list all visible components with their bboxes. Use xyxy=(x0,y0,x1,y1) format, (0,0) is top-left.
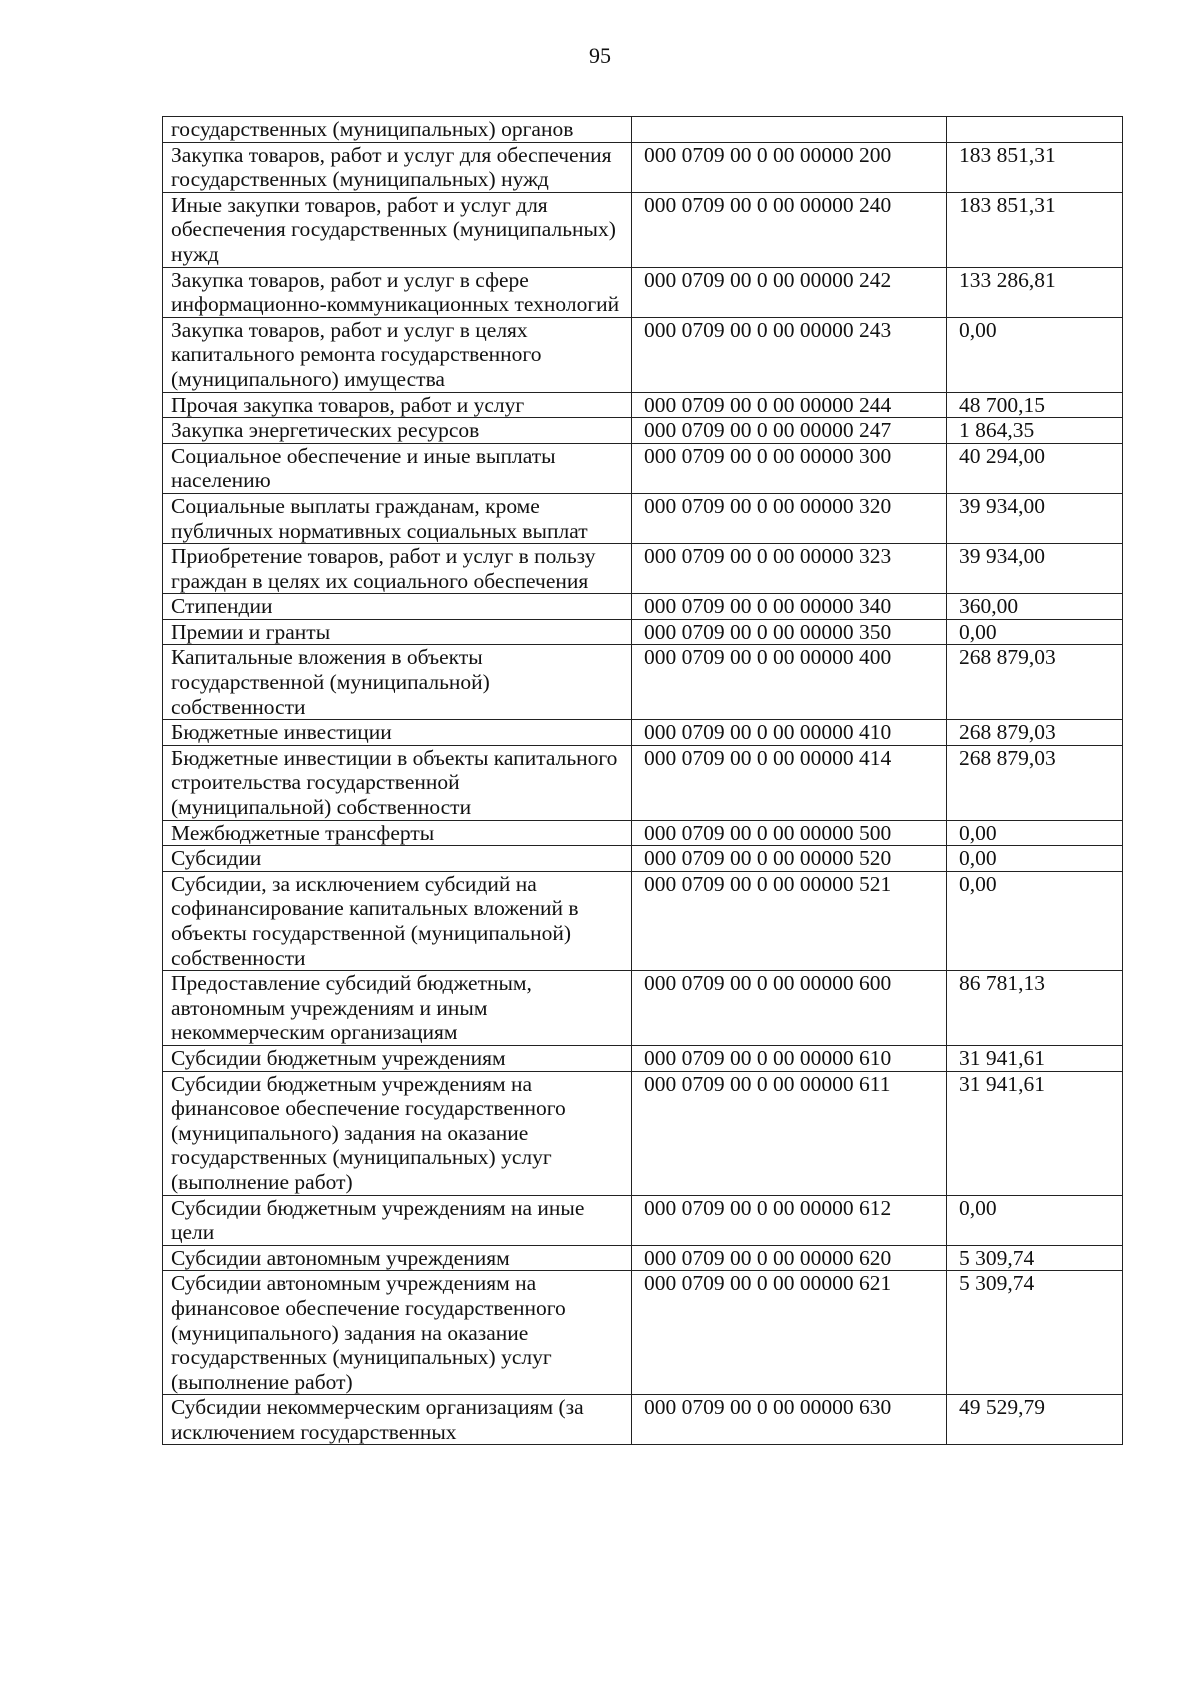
row-amount-cell: 133 286,81 xyxy=(947,267,1123,317)
row-code-cell: 000 0709 00 0 00 00000 242 xyxy=(632,267,947,317)
row-amount-cell: 268 879,03 xyxy=(947,745,1123,820)
row-code-cell: 000 0709 00 0 00 00000 521 xyxy=(632,871,947,970)
row-amount-cell: 183 851,31 xyxy=(947,192,1123,267)
table-row xyxy=(163,645,1123,720)
row-amount-cell: 0,00 xyxy=(947,619,1123,645)
row-name-cell: Приобретение товаров, работ и услуг в пользу граждан в целях их социального обеспечения xyxy=(163,544,632,594)
table-row xyxy=(163,871,1123,970)
row-amount-cell xyxy=(947,117,1123,143)
table-row xyxy=(163,1195,1123,1245)
row-code-cell: 000 0709 00 0 00 00000 400 xyxy=(632,645,947,720)
row-code-cell: 000 0709 00 0 00 00000 244 xyxy=(632,392,947,418)
row-name-cell: государственных (муниципальных) органов xyxy=(163,117,632,143)
row-code-cell: 000 0709 00 0 00 00000 350 xyxy=(632,619,947,645)
row-code-cell: 000 0709 00 0 00 00000 600 xyxy=(632,971,947,1046)
table-row xyxy=(163,317,1123,392)
row-code-cell: 000 0709 00 0 00 00000 500 xyxy=(632,820,947,846)
row-code-cell: 000 0709 00 0 00 00000 520 xyxy=(632,846,947,872)
row-code-cell: 000 0709 00 0 00 00000 200 xyxy=(632,142,947,192)
row-code-cell: 000 0709 00 0 00 00000 414 xyxy=(632,745,947,820)
table-row xyxy=(163,820,1123,846)
table-row xyxy=(163,1071,1123,1195)
table-row xyxy=(163,392,1123,418)
row-amount-cell: 39 934,00 xyxy=(947,544,1123,594)
row-name-cell: Субсидии бюджетным учреждениям на финансовое обеспечение государственного (муниципального) задания на оказание государственных (муниципальных) услуг (выполнение работ) xyxy=(163,1071,632,1195)
row-amount-cell: 268 879,03 xyxy=(947,720,1123,746)
row-amount-cell: 1 864,35 xyxy=(947,418,1123,444)
row-name-cell: Межбюджетные трансферты xyxy=(163,820,632,846)
table-row xyxy=(163,745,1123,820)
row-name-cell: Бюджетные инвестиции xyxy=(163,720,632,746)
row-name-cell: Прочая закупка товаров, работ и услуг xyxy=(163,392,632,418)
row-code-cell: 000 0709 00 0 00 00000 243 xyxy=(632,317,947,392)
row-name-cell: Закупка товаров, работ и услуг для обеспечения государственных (муниципальных) нужд xyxy=(163,142,632,192)
row-amount-cell: 86 781,13 xyxy=(947,971,1123,1046)
row-name-cell: Закупка энергетических ресурсов xyxy=(163,418,632,444)
table-row xyxy=(163,1245,1123,1271)
row-amount-cell: 31 941,61 xyxy=(947,1071,1123,1195)
budget-table-body xyxy=(163,117,1123,1445)
table-row xyxy=(163,418,1123,444)
row-name-cell: Субсидии автономным учреждениям на финансовое обеспечение государственного (муниципального) задания на оказание государственных (муниципальных) услуг (выполнение работ) xyxy=(163,1271,632,1395)
row-amount-cell: 5 309,74 xyxy=(947,1271,1123,1395)
row-amount-cell: 31 941,61 xyxy=(947,1045,1123,1071)
row-amount-cell: 0,00 xyxy=(947,871,1123,970)
row-name-cell: Предоставление субсидий бюджетным, автономным учреждениям и иным некоммерческим организациям xyxy=(163,971,632,1046)
row-amount-cell: 0,00 xyxy=(947,846,1123,872)
row-name-cell: Закупка товаров, работ и услуг в сфере информационно-коммуникационных технологий xyxy=(163,267,632,317)
row-name-cell: Стипендии xyxy=(163,594,632,620)
row-code-cell: 000 0709 00 0 00 00000 320 xyxy=(632,493,947,543)
row-name-cell: Премии и гранты xyxy=(163,619,632,645)
row-amount-cell: 48 700,15 xyxy=(947,392,1123,418)
row-name-cell: Бюджетные инвестиции в объекты капитального строительства государственной (муниципальной) собственности xyxy=(163,745,632,820)
row-code-cell: 000 0709 00 0 00 00000 340 xyxy=(632,594,947,620)
table-row xyxy=(163,544,1123,594)
row-name-cell: Иные закупки товаров, работ и услуг для обеспечения государственных (муниципальных) нужд xyxy=(163,192,632,267)
row-amount-cell: 183 851,31 xyxy=(947,142,1123,192)
table-row xyxy=(163,443,1123,493)
row-code-cell: 000 0709 00 0 00 00000 300 xyxy=(632,443,947,493)
row-code-cell xyxy=(632,117,947,143)
row-name-cell: Закупка товаров, работ и услуг в целях капитального ремонта государственного (муниципального) имущества xyxy=(163,317,632,392)
table-row xyxy=(163,493,1123,543)
row-amount-cell: 268 879,03 xyxy=(947,645,1123,720)
row-name-cell: Субсидии бюджетным учреждениям xyxy=(163,1045,632,1071)
table-row xyxy=(163,594,1123,620)
table-row xyxy=(163,619,1123,645)
row-code-cell: 000 0709 00 0 00 00000 410 xyxy=(632,720,947,746)
table-row xyxy=(163,720,1123,746)
row-code-cell: 000 0709 00 0 00 00000 612 xyxy=(632,1195,947,1245)
row-code-cell: 000 0709 00 0 00 00000 610 xyxy=(632,1045,947,1071)
table-row xyxy=(163,267,1123,317)
table-row xyxy=(163,1045,1123,1071)
row-name-cell: Субсидии бюджетным учреждениям на иные цели xyxy=(163,1195,632,1245)
row-amount-cell: 49 529,79 xyxy=(947,1395,1123,1445)
row-name-cell: Субсидии, за исключением субсидий на софинансирование капитальных вложений в объекты государственной (муниципальной) собственности xyxy=(163,871,632,970)
row-code-cell: 000 0709 00 0 00 00000 240 xyxy=(632,192,947,267)
table-row xyxy=(163,1271,1123,1395)
row-amount-cell: 0,00 xyxy=(947,317,1123,392)
row-name-cell: Социальное обеспечение и иные выплаты населению xyxy=(163,443,632,493)
row-code-cell: 000 0709 00 0 00 00000 247 xyxy=(632,418,947,444)
table-row xyxy=(163,117,1123,143)
row-amount-cell: 0,00 xyxy=(947,1195,1123,1245)
table-row xyxy=(163,142,1123,192)
table-row xyxy=(163,1395,1123,1445)
row-amount-cell: 360,00 xyxy=(947,594,1123,620)
row-name-cell: Субсидии некоммерческим организациям (за исключением государственных xyxy=(163,1395,632,1445)
row-code-cell: 000 0709 00 0 00 00000 611 xyxy=(632,1071,947,1195)
table-row xyxy=(163,846,1123,872)
row-code-cell: 000 0709 00 0 00 00000 323 xyxy=(632,544,947,594)
page-number: 95 xyxy=(589,43,611,68)
row-amount-cell: 40 294,00 xyxy=(947,443,1123,493)
row-code-cell: 000 0709 00 0 00 00000 630 xyxy=(632,1395,947,1445)
row-name-cell: Социальные выплаты гражданам, кроме публичных нормативных социальных выплат xyxy=(163,493,632,543)
row-amount-cell: 0,00 xyxy=(947,820,1123,846)
row-name-cell: Капитальные вложения в объекты государственной (муниципальной) собственности xyxy=(163,645,632,720)
budget-table xyxy=(162,116,1123,1445)
row-code-cell: 000 0709 00 0 00 00000 620 xyxy=(632,1245,947,1271)
row-amount-cell: 39 934,00 xyxy=(947,493,1123,543)
row-name-cell: Субсидии xyxy=(163,846,632,872)
row-code-cell: 000 0709 00 0 00 00000 621 xyxy=(632,1271,947,1395)
row-amount-cell: 5 309,74 xyxy=(947,1245,1123,1271)
table-row xyxy=(163,192,1123,267)
table-row xyxy=(163,971,1123,1046)
row-name-cell: Субсидии автономным учреждениям xyxy=(163,1245,632,1271)
